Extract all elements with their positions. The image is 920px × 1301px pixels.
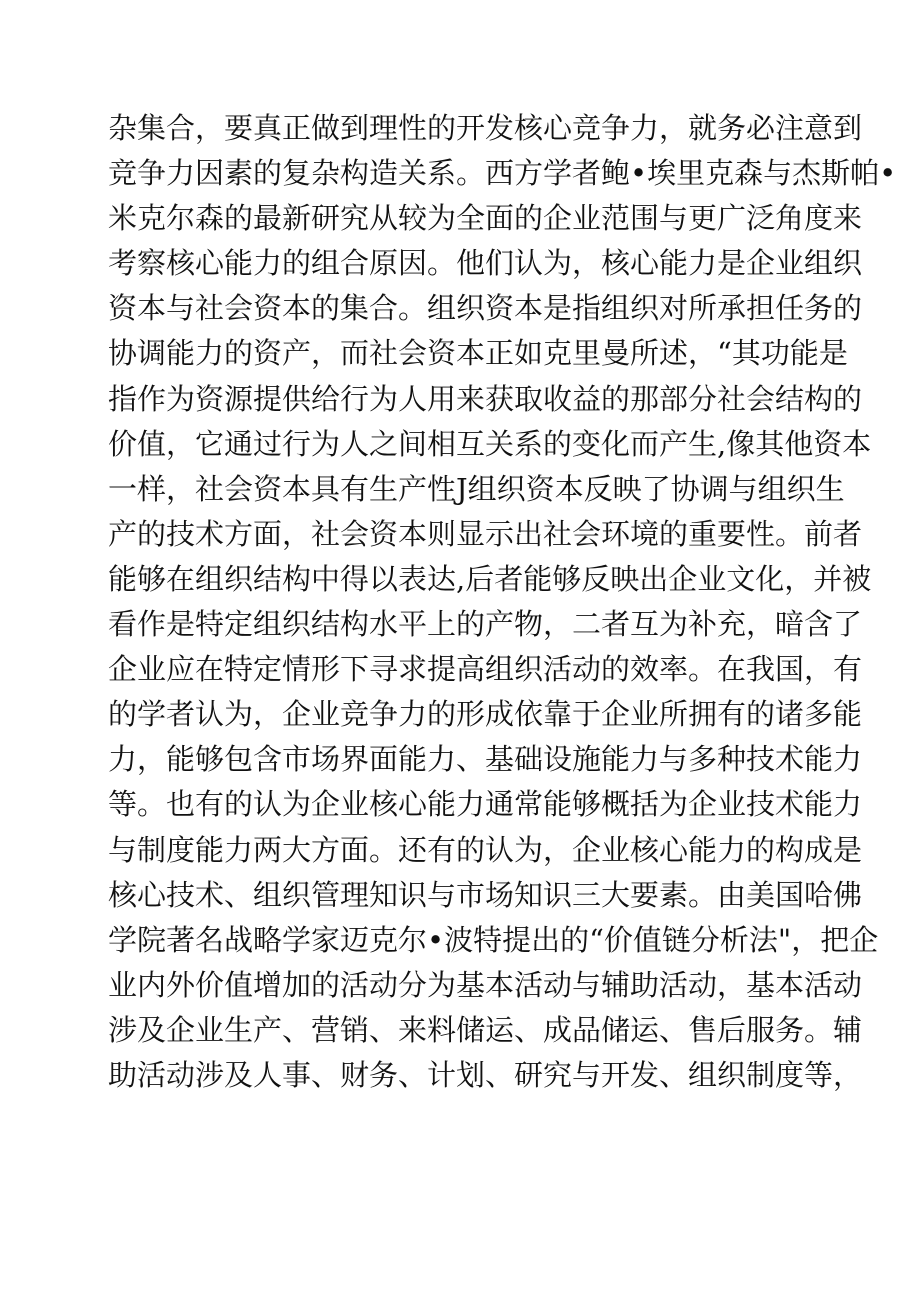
text-line: 助活动涉及人事、财务、计划、研究与开发、组织制度等，: [108, 1057, 863, 1092]
text-line: 能够在组织结构中得以表达,后者能够反映出企业文化，并被: [108, 561, 872, 596]
text-line: 产的技术方面，社会资本则显示出社会环境的重要性。前者: [108, 516, 863, 551]
text-line: 看作是特定组织结构水平上的产物，二者互为补充，暗含了: [108, 607, 863, 642]
text-line: 涉及企业生产、营销、来料储运、成品储运、售后服务。辅: [108, 1012, 863, 1047]
text-line: 一样，社会资本具有生产性J组织资本反映了协调与组织生: [108, 471, 845, 506]
text-line: 协调能力的资产，而社会资本正如克里曼所述，“其功能是: [108, 336, 848, 371]
text-line: 力，能够包含市场界面能力、基础设施能力与多种技术能力: [108, 742, 863, 777]
text-line: 竞争力因素的复杂构造关系。西方学者鲍•埃里克森与杰斯帕•: [108, 156, 897, 191]
text-line: 资本与社会资本的集合。组织资本是指组织对所承担任务的: [108, 291, 863, 326]
text-line: 的学者认为，企业竞争力的形成依靠于企业所拥有的诸多能: [108, 697, 863, 732]
text-line: 业内外价值增加的活动分为基本活动与辅助活动，基本活动: [108, 967, 863, 1002]
document-body: [108, 106, 897, 1098]
text-line: 杂集合，要真正做到理性的开发核心竞争力，就务必注意到: [108, 111, 863, 145]
text-line: 核心技术、组织管理知识与市场知识三大要素。由美国哈佛: [108, 877, 863, 912]
text-line: 考察核心能力的组合原因。他们认为，核心能力是企业组织: [108, 246, 863, 281]
text-line: 价值，它通过行为人之间相互关系的变化而产生,像其他资本: [108, 426, 872, 461]
text-line: 指作为资源提供给行为人用来获取收益的那部分社会结构的: [108, 381, 863, 416]
text-line: 与制度能力两大方面。还有的认为，企业核心能力的构成是: [108, 832, 863, 867]
text-line: 米克尔森的最新研究从较为全面的企业范围与更广泛角度来: [108, 201, 863, 236]
text-line: 企业应在特定情形下寻求提高组织活动的效率。在我国，有: [108, 652, 863, 687]
text-line: 等。也有的认为企业核心能力通常能够概括为企业技术能力: [108, 787, 863, 822]
text-line: 学院著名战略学家迈克尔•波特提出的“价值链分析法"，把企: [108, 922, 879, 957]
